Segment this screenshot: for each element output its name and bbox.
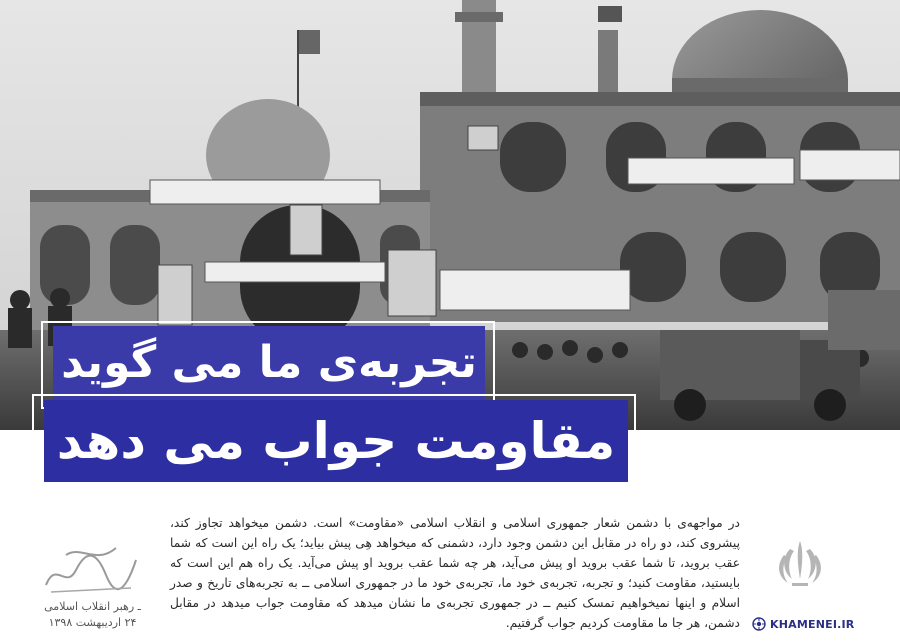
headline-line1: تجربه‌ی ما می گوید: [53, 326, 485, 400]
site-name: KHAMENEI.IR: [770, 617, 855, 631]
signature-block: [20, 540, 165, 630]
khamenei-logo-icon: [752, 617, 766, 631]
site-branding: [752, 617, 854, 631]
signature-date: ۲۴ اردیبهشت ۱۳۹۸: [48, 616, 137, 629]
headline-line2: مقاومت جواب می دهد: [44, 400, 628, 482]
signature-role: ـ رهبر انقلاب اسلامی: [44, 600, 141, 613]
quote-text: در مواجهه‌ی با دشمن شعار جمهوری اسلامی و انقلاب اسلامی «مقاومت» است. دشمن میخواهد تجاوز کند، پیشروی کند، دو راه در مقابل این دشمن وجود دارد، دشمنی که میخواهد هِی پیش بیاید؛ یک راه این است که شما عقب بروید، تا شما عقب بروید او پیش می‌آید، هر چه شما عقب بروید او پیش می‌آید. یک راه هم این است که بایستید، مقاومت کنید؛ و تجربه، تجربه‌ی خود ما، تجربه‌ی خود ما در جمهوری اسلامی ــ به تجربه‌های تاریخ و صدر اسلام و اینها نمیخواهیم تمسک کنیم ــ در جمهوری تجربه‌ی ما نشان میدهد که مقاومت جواب میدهد در مقابل دشمن، هر جا ما مقاومت کردیم جواب گرفتیم.: [170, 516, 740, 630]
islamic-republic-emblem-icon: [770, 535, 830, 595]
signature-scribble-icon: [36, 540, 146, 598]
